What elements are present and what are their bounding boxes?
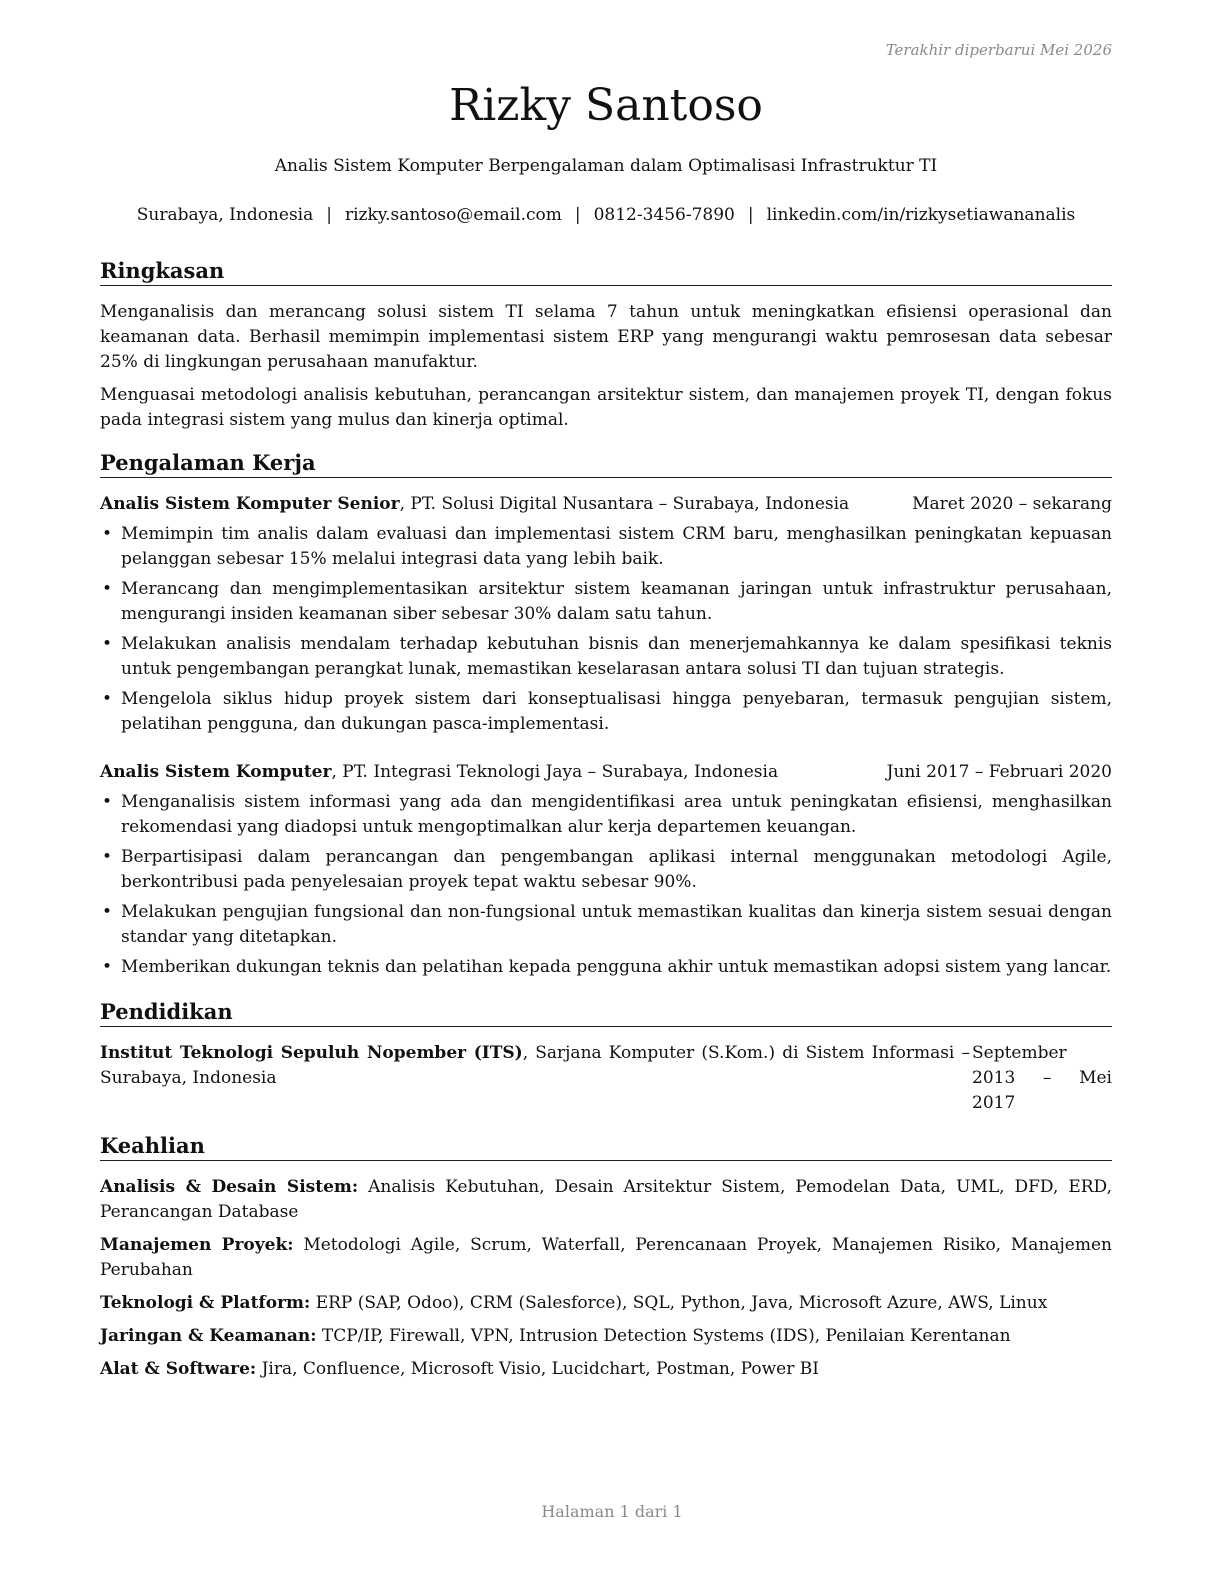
job-bullets (100, 522, 1112, 737)
contact-line (100, 203, 1112, 227)
job-dates: Juni 2017 – Februari 2020 (886, 762, 1112, 782)
bullet-icon: • (102, 634, 113, 654)
education-detail-line (100, 1041, 970, 1116)
education-degree: , Sarjana Komputer (S.Kom.) di Sistem Informasi – Surabaya, Indonesia (100, 1043, 970, 1088)
education-dates: September 2013 – Mei 2017 (972, 1043, 1112, 1113)
list-item (100, 687, 1112, 737)
bullet-text: Melakukan pengujian fungsional dan non-fungsional untuk memastikan kualitas dan kinerja sistem sesuai dengan standar yang ditetapkan. (121, 902, 1112, 947)
list-item (100, 900, 1112, 950)
section-title-skills: Keahlian (100, 1132, 1112, 1161)
job-dates: Maret 2020 – sekarang (912, 494, 1112, 514)
skill-value: ERP (SAP, Odoo), CRM (Salesforce), SQL, Python, Java, Microsoft Azure, AWS, Linux (310, 1293, 1048, 1313)
job-role: Analis Sistem Komputer Senior (100, 494, 400, 514)
summary-paragraph: Menganalisis dan merancang solusi sistem TI selama 7 tahun untuk meningkatkan efisiensi operasional dan keamanan data. Berhasil memimpin implementasi sistem ERP yang mengurangi waktu pemrosesan data sebesar 25% di lingkungan perusahaan manufaktur. (100, 302, 1112, 372)
contact-linkedin[interactable]: linkedin.com/in/rizkysetiawananalis (766, 205, 1076, 225)
job-entry (100, 492, 1112, 737)
bullet-text: Mengelola siklus hidup proyek sistem dari konseptualisasi hingga penyebaran, termasuk pengujian sistem, pelatihan pengguna, dan dukungan pasca-implementasi. (121, 689, 1112, 734)
skill-value: Analisis Kebutuhan, Desain Arsitektur Sistem, Pemodelan Data, UML, DFD, ERD, Perancangan Database (100, 1177, 1112, 1222)
skill-value: TCP/IP, Firewall, VPN, Intrusion Detection Systems (IDS), Penilaian Kerentanan (316, 1326, 1011, 1346)
bullet-text: Merancang dan mengimplementasikan arsitektur sistem keamanan jaringan untuk infrastruktur perusahaan, mengurangi insiden keamanan siber sebesar 30% dalam satu tahun. (121, 579, 1112, 624)
job-role: Analis Sistem Komputer (100, 762, 332, 782)
bullet-text: Memimpin tim analis dalam evaluasi dan implementasi sistem CRM baru, menghasilkan peningkatan kepuasan pelanggan sebesar 15% melalui integrasi data yang lebih baik. (121, 524, 1112, 569)
job-header (100, 492, 1112, 517)
page-footer: Halaman 1 dari 1 (541, 1502, 683, 1521)
contact-location: Surabaya, Indonesia (136, 205, 314, 225)
job-bullets (100, 790, 1112, 980)
section-title-education: Pendidikan (100, 998, 1112, 1027)
bullet-icon: • (102, 579, 113, 599)
section-title-experience: Pengalaman Kerja (100, 449, 1112, 478)
separator: | (326, 205, 332, 225)
job-header (100, 760, 1112, 785)
section-title-summary: Ringkasan (100, 257, 1112, 286)
list-item (100, 845, 1112, 895)
contact-phone: 0812-3456-7890 (593, 205, 735, 225)
skill-label: Alat & Software: (100, 1359, 257, 1379)
list-item (100, 577, 1112, 627)
job-title-line (100, 492, 912, 517)
skill-row (100, 1175, 1112, 1225)
bullet-icon: • (102, 847, 113, 867)
last-updated: Terakhir diperbarui Mei 2026 (885, 41, 1112, 59)
skill-label: Analisis & Desain Sistem: (100, 1177, 359, 1197)
skill-value: Jira, Confluence, Microsoft Visio, Lucidchart, Postman, Power BI (256, 1359, 819, 1379)
skill-row (100, 1291, 1112, 1316)
bullet-icon: • (102, 902, 113, 922)
skill-value: Metodologi Agile, Scrum, Waterfall, Perencanaan Proyek, Manajemen Risiko, Manajemen Perubahan (100, 1235, 1112, 1280)
candidate-name: Rizky Santoso (449, 80, 763, 131)
job-title-line (100, 760, 887, 785)
bullet-icon: • (102, 689, 113, 709)
skill-row (100, 1357, 1112, 1382)
skill-label: Jaringan & Keamanan: (100, 1326, 317, 1346)
list-item (100, 632, 1112, 682)
education-school: Institut Teknologi Sepuluh Nopember (ITS) (100, 1043, 523, 1063)
separator: | (574, 205, 581, 225)
list-item (100, 522, 1112, 572)
resume-page (100, 40, 1112, 1382)
bullet-text: Melakukan analisis mendalam terhadap kebutuhan bisnis dan menerjemahkannya ke dalam spesifikasi teknis untuk pengembangan perangkat lunak, memastikan keselarasan antara solusi TI dan tujuan strategis. (121, 634, 1112, 679)
job-company: , PT. Solusi Digital Nusantara – Surabaya, Indonesia (399, 494, 850, 514)
list-item (100, 790, 1112, 840)
list-item (100, 955, 1112, 980)
skill-row (100, 1324, 1112, 1349)
education-entry (100, 1041, 1112, 1116)
separator: | (747, 205, 754, 225)
skill-label: Manajemen Proyek: (100, 1235, 294, 1255)
job-entry (100, 760, 1112, 980)
bullet-text: Berpartisipasi dalam perancangan dan pengembangan aplikasi internal menggunakan metodologi Agile, berkontribusi pada penyelesaian proyek tepat waktu sebesar 90%. (121, 847, 1112, 892)
skill-row (100, 1233, 1112, 1283)
contact-email[interactable]: rizky.santoso@email.com (344, 205, 562, 225)
bullet-icon: • (102, 957, 113, 977)
skill-label: Teknologi & Platform: (100, 1293, 311, 1313)
bullet-icon: • (102, 524, 113, 544)
bullet-icon: • (102, 792, 113, 812)
job-company: , PT. Integrasi Teknologi Jaya – Surabaya, Indonesia (331, 762, 779, 782)
bullet-text: Memberikan dukungan teknis dan pelatihan kepada pengguna akhir untuk memastikan adopsi sistem yang lancar. (121, 957, 1112, 977)
bullet-text: Menganalisis sistem informasi yang ada dan mengidentifikasi area untuk peningkatan efisiensi, menghasilkan rekomendasi yang diadopsi untuk mengoptimalkan alur kerja departemen keuangan. (121, 792, 1112, 837)
headline: Analis Sistem Komputer Berpengalaman dalam Optimalisasi Infrastruktur TI (274, 156, 938, 176)
summary-paragraph: Menguasai metodologi analisis kebutuhan, perancangan arsitektur sistem, dan manajemen proyek TI, dengan fokus pada integrasi sistem yang mulus dan kinerja optimal. (100, 385, 1112, 430)
